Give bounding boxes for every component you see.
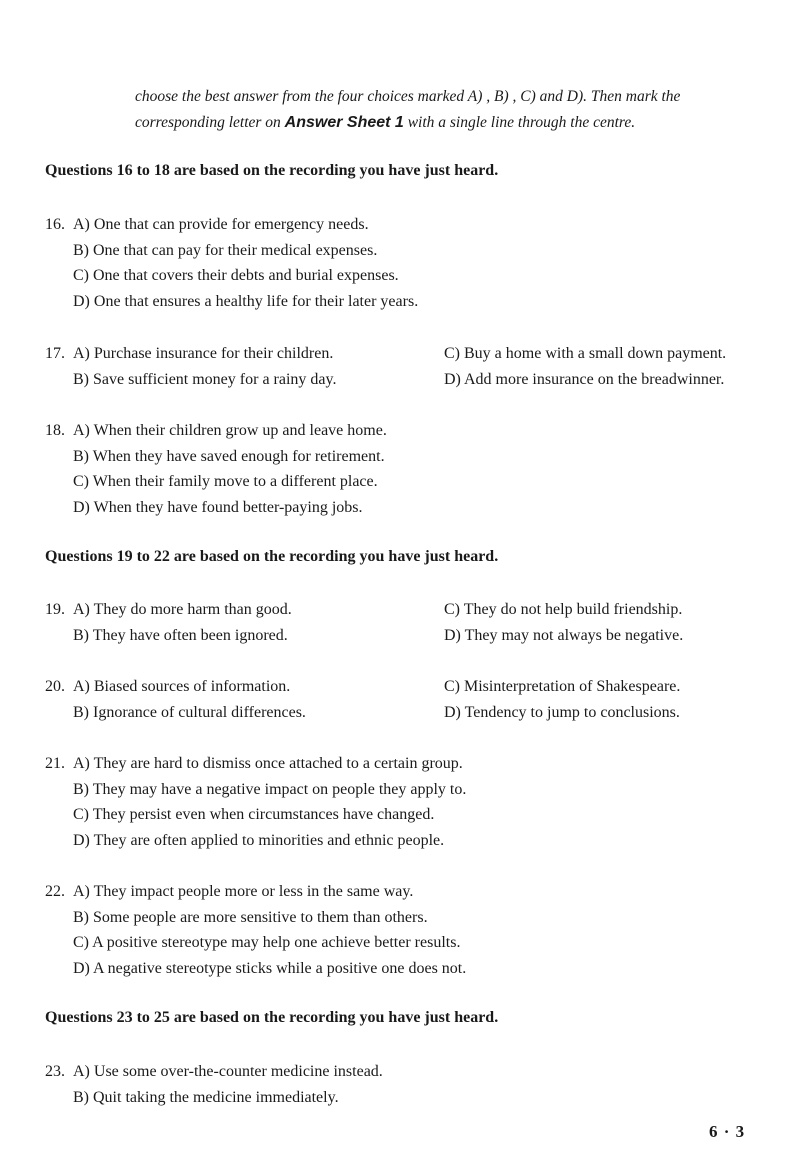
option-b: B) One that can pay for their medical expenses. xyxy=(73,241,378,259)
option-d: D) One that ensures a healthy life for their later years. xyxy=(73,292,419,310)
option-c: C) A positive stereotype may help one achieve better results. xyxy=(73,934,461,951)
heading-questions-19-22: Questions 19 to 22 are based on the recording you have just heard. xyxy=(45,548,499,565)
option-d: D) When they have found better-paying jobs. xyxy=(73,498,363,516)
question-number: 22. xyxy=(45,883,65,900)
instructions-line-2-start: corresponding letter on xyxy=(135,114,285,131)
option-d: D) A negative stereotype sticks while a positive one does not. xyxy=(73,959,467,977)
question-number: 17. xyxy=(45,345,65,362)
question-number: 18. xyxy=(45,422,65,439)
answer-sheet-label: Answer Sheet 1 xyxy=(284,114,404,131)
option-d: D) Tendency to jump to conclusions. xyxy=(444,703,680,721)
option-b: B) They have often been ignored. xyxy=(73,626,288,644)
option-c: C) One that covers their debts and burial expenses. xyxy=(73,267,399,284)
option-a: A) Use some over-the-counter medicine instead. xyxy=(73,1063,383,1080)
option-d: D) They are often applied to minorities and ethnic people. xyxy=(73,831,445,849)
option-c: C) Misinterpretation of Shakespeare. xyxy=(444,678,681,695)
option-b: B) When they have saved enough for retirement. xyxy=(73,447,385,465)
option-a: A) They are hard to dismiss once attached to a certain group. xyxy=(73,755,463,772)
question-number: 20. xyxy=(45,678,65,695)
option-c: C) They persist even when circumstances have changed. xyxy=(73,806,435,823)
page-number: 6 · 3 xyxy=(709,1122,746,1141)
instructions-line-1: choose the best answer from the four choices marked A) , B) , C) and D). Then mark the xyxy=(135,88,681,105)
option-c: C) When their family move to a different place. xyxy=(73,473,378,490)
option-a: A) They do more harm than good. xyxy=(73,601,292,618)
option-b: B) Ignorance of cultural differences. xyxy=(73,703,306,721)
heading-questions-23-25: Questions 23 to 25 are based on the recording you have just heard. xyxy=(45,1009,499,1026)
option-b: B) Save sufficient money for a rainy day. xyxy=(73,370,337,388)
option-a: A) One that can provide for emergency needs. xyxy=(73,216,369,233)
heading-questions-16-18: Questions 16 to 18 are based on the recording you have just heard. xyxy=(45,162,499,179)
question-number: 16. xyxy=(45,216,65,233)
option-b: B) Quit taking the medicine immediately. xyxy=(73,1088,339,1106)
option-b: B) They may have a negative impact on people they apply to. xyxy=(73,780,467,798)
question-number: 23. xyxy=(45,1063,65,1080)
option-b: B) Some people are more sensitive to them than others. xyxy=(73,908,428,926)
option-a: A) Purchase insurance for their children. xyxy=(73,345,334,362)
option-c: C) Buy a home with a small down payment. xyxy=(444,345,727,362)
section-instructions xyxy=(135,84,760,136)
question-number: 21. xyxy=(45,755,65,772)
option-a: A) They impact people more or less in the same way. xyxy=(73,883,414,900)
option-a: A) Biased sources of information. xyxy=(73,678,291,695)
instructions-line-2 xyxy=(135,110,760,136)
option-d: D) They may not always be negative. xyxy=(444,626,684,644)
question-number: 19. xyxy=(45,601,65,618)
option-c: C) They do not help build friendship. xyxy=(444,601,683,618)
instructions-line-2-end: with a single line through the centre. xyxy=(403,114,636,131)
option-a: A) When their children grow up and leave home. xyxy=(73,422,387,439)
option-d: D) Add more insurance on the breadwinner. xyxy=(444,370,725,388)
